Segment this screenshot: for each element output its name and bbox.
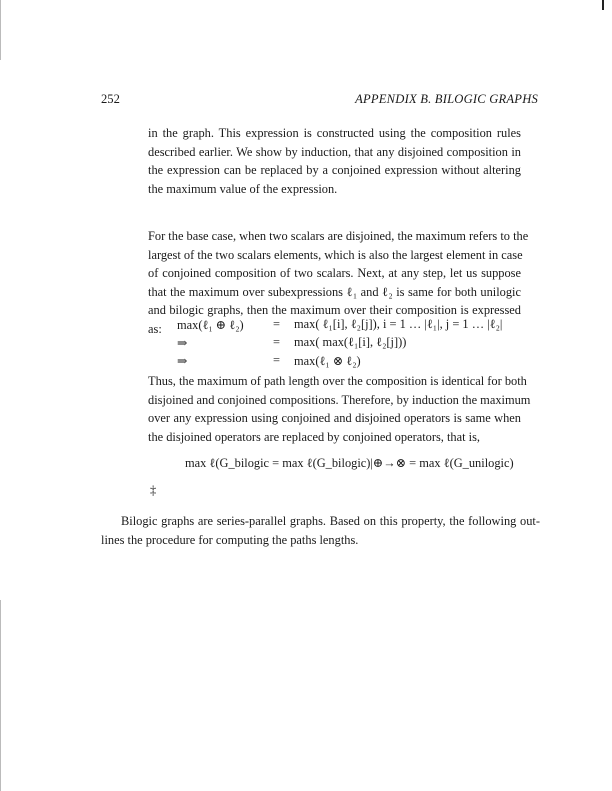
implies-symbol: ⇒	[177, 354, 188, 368]
text-line: largest of the two scalars elements, which is also the largest element in case	[148, 247, 523, 262]
eq-rel: =	[273, 317, 280, 331]
text-line: and bilogic graphs, then the maximum over their composition is expressed	[148, 303, 521, 318]
eq-rhs: max( ℓ₁[i], ℓ₂[j]), i = 1 … |ℓ₁|, j = 1 … |ℓ₂|	[294, 317, 503, 331]
eq-lhs: max(ℓ₁ ⊕ ℓ₂)	[177, 318, 244, 332]
paragraph-3	[148, 372, 531, 446]
page-number: 252	[101, 92, 120, 106]
eq-rel: =	[273, 353, 280, 367]
text-line: the maximum value of the expression.	[148, 181, 338, 196]
final-equation: max ℓ(G_bilogic = max ℓ(G_bilogic)|⊕→⊗ = max ℓ(G_unilogic)	[185, 456, 514, 470]
text-line: Bilogic graphs are series-parallel graphs. Based on this property, the following out-	[121, 514, 540, 528]
scan-mark	[602, 0, 604, 10]
paragraph-1	[148, 124, 521, 198]
implies-symbol: ⇒	[177, 336, 188, 350]
paragraph-4	[101, 512, 540, 549]
text-line: described earlier. We show by induction, that any disjoined composition in	[148, 144, 521, 159]
text-line: over any expression using conjoined and disjoined operators is same when	[148, 411, 521, 426]
text-line: of conjoined composition of two scalars. Next, at any step, let us suppose	[148, 266, 521, 281]
text-line: disjoined and conjoined compositions. Therefore, by induction the maximum	[148, 392, 531, 407]
text-line: that the maximum over subexpressions ℓ₁ and ℓ₂ is same for both unilogic	[148, 284, 521, 299]
text-line: the disjoined operators are replaced by conjoined operators, that is,	[148, 429, 481, 444]
text-line: the expression can be replaced by a conjoined expression without altering	[148, 163, 521, 178]
scan-edge	[0, 0, 1, 60]
text-line: For the base case, when two scalars are disjoined, the maximum refers to the	[148, 229, 529, 243]
scan-edge	[0, 600, 1, 791]
end-of-proof-mark: ‡	[150, 483, 157, 497]
eq-rhs: max(ℓ₁ ⊗ ℓ₂)	[294, 354, 361, 368]
running-title: APPENDIX B. BILOGIC GRAPHS	[355, 92, 538, 106]
text-line: Thus, the maximum of path length over the composition is identical for both	[148, 374, 527, 388]
text-line: as:	[148, 321, 162, 336]
eq-rhs: max( max(ℓ₁[i], ℓ₂[j]))	[294, 335, 407, 349]
eq-rel: =	[273, 335, 280, 349]
text-line: lines the procedure for computing the paths lengths.	[101, 532, 359, 547]
text-line: in the graph. This expression is constructed using the composition rules	[148, 126, 521, 140]
